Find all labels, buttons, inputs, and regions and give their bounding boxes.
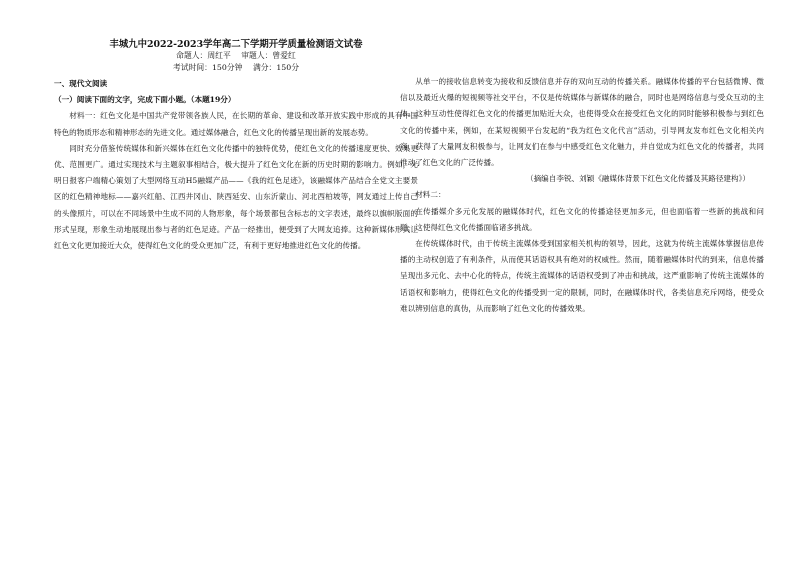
source-citation: （摘编自李锐、刘颖《融媒体背景下红色文化传播及其路径建构》） xyxy=(525,174,750,184)
exam-score: 满分：150分 xyxy=(252,63,300,72)
material2-title: 材料二： xyxy=(415,190,446,200)
exam-time: 考试时间：150分钟 xyxy=(172,63,243,72)
right-paragraph: 在传播媒介多元化发展的融媒体时代，红色文化的传播途径更加多元，但也面临着一些新的挑战和问题，这使得红色文化传播面临诸多挑战。 xyxy=(400,206,764,232)
right-column xyxy=(400,74,764,317)
exam-info-line xyxy=(54,62,418,73)
section-heading: 一、现代文阅读 xyxy=(54,79,108,88)
exam-title: 丰城九中2022-2023学年高二下学期开学质量检测语文试卷 xyxy=(109,39,363,50)
subsection-heading: （一）阅读下面的文字，完成下面小题。（本题19分） xyxy=(54,95,236,105)
proposer-label: 命题人：周红平 xyxy=(176,51,231,60)
reviewer-label: 审题人：曾爱红 xyxy=(241,51,296,60)
right-paragraph: 在传统媒体时代，由于传统主流媒体受到国家相关机构的领导，因此，这就为传统主流媒体掌握信息传播的主动权创造了有利条件，从而使其话语权具有绝对的权威性。然而，随着融媒体时代的到来，信息传播呈现出多元化、去中心化的特点，传统主流媒体的话语权受到了冲击和挑战，这严重影响了传统主流媒体的话语权和影响力，使得红色文化的传播受到一定的限制，同时，在融媒体时代，各类信息充斥网络，使受众难以辨别信息的真伪，从而影响了红色文化的传播效果。 xyxy=(400,239,764,313)
exam-staff-line xyxy=(54,50,418,61)
left-paragraph: 材料一：红色文化是中国共产党带领各族人民，在长期的革命、建设和改革开放实践中形成的具有中国特色的物质形态和精神形态的先进文化。通过媒体融合，红色文化的传播呈现出新的发展态势。 xyxy=(54,111,418,137)
right-paragraph: 从单一的接收信息转变为接收和反馈信息并存的双向互动的传播关系。融媒体传播的平台包括微博、微信以及最近火爆的短视频等社交平台，不仅是传统媒体与新媒体的融合，同时也是网络信息与受众互动的主体。这种互动性使得红色文化的传播更加贴近大众，也使得受众在接受红色文化的同时能够积极参与到红色文化的传播中来，例如，在某短视频平台发起的“我为红色文化代言”活动，引导网友发布红色文化相关内容，获得了大量网友积极参与，让网友们在参与中感受红色文化魅力，并自觉成为红色文化的传播者，共同推动了红色文化的广泛传播。 xyxy=(400,77,764,168)
left-paragraph: 同时充分借鉴传统媒体和新兴媒体在红色文化传播中的独特优势，使红色文化的传播速度更快、效果更优、范围更广。通过实现技术与主题叙事相结合，极大提升了红色文化在新的历史时期的影响力。例如，光明日报客户端精心策划了大型网络互动H5融媒产品——《我的红色足迹》，该融媒体产品结合全党文主要景区的红色精神地标——嘉兴红船、江西井冈山、陕西延安、山东沂蒙山、河北西柏坡等，网友通过上传自己的头像照片，可以在不同场景中生成不同的人物形象，每个场景都包含标志的文字表述，最终以旗帜版面的形式呈现，形象生动地展现出参与者的红色足迹。产品一经推出，便受到了大网友追捧。这种新媒体形式让红色文化更加接近大众，使得红色文化的受众更加广泛，有利于更好地推进红色文化的传播。 xyxy=(54,143,418,251)
left-column xyxy=(54,76,418,254)
